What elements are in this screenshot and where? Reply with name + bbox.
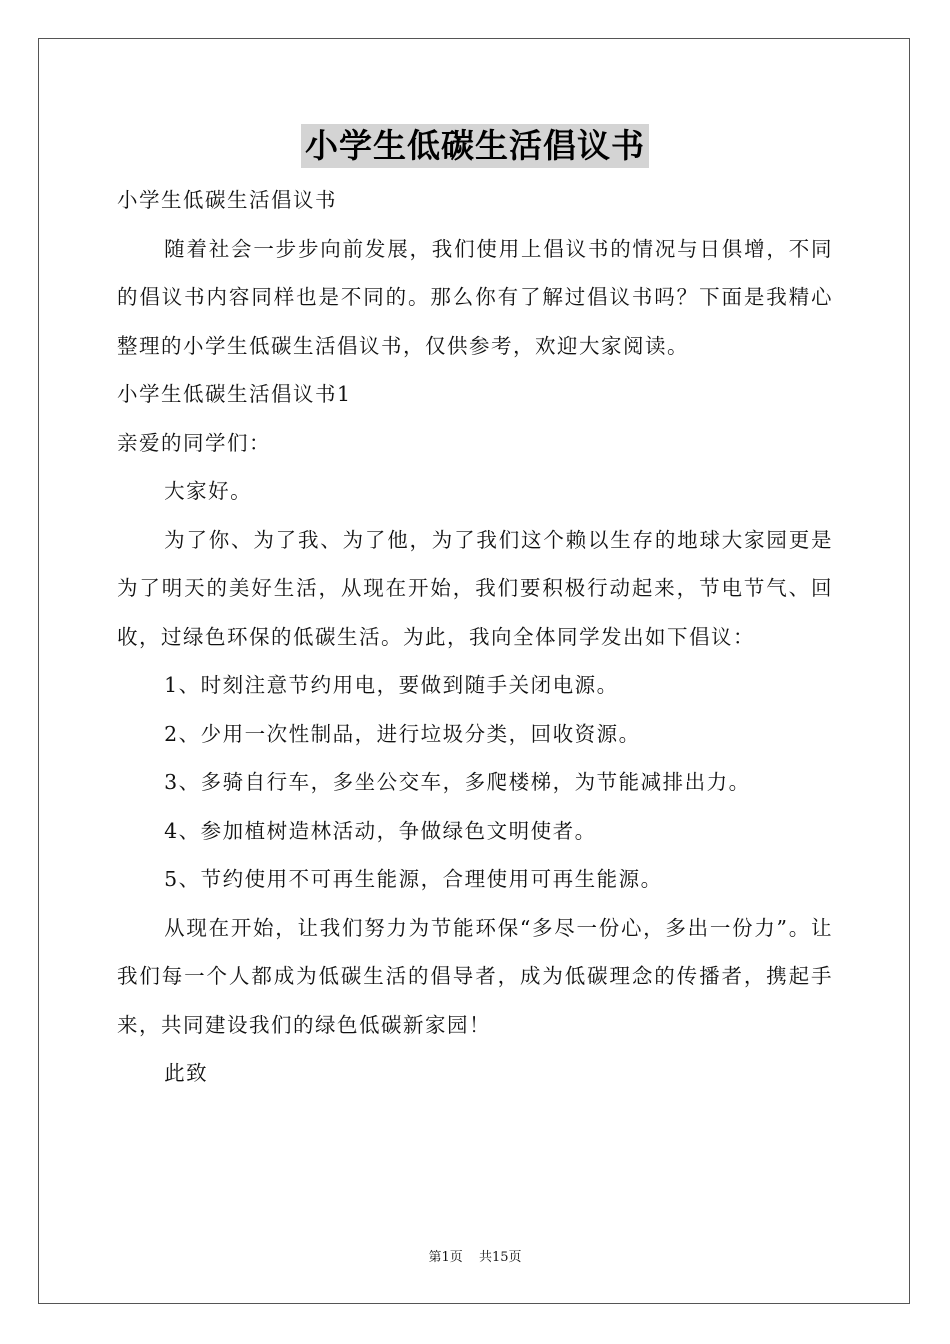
list-item: 5、节约使用不可再生能源，合理使用可再生能源。	[164, 867, 663, 891]
page-number: 第1页	[428, 1250, 463, 1265]
paragraph: 小学生低碳生活倡议书	[117, 188, 337, 212]
paragraph: 此致	[164, 1061, 209, 1085]
list-item: 1、时刻注意节约用电，要做到随手关闭电源。	[164, 673, 619, 697]
list-item: 2、少用一次性制品，进行垃圾分类，回收资源。	[164, 721, 641, 746]
page-total: 共15页	[478, 1250, 522, 1265]
document-title: 小学生低碳生活倡议书	[301, 124, 649, 168]
list-item: 4、参加植树造林活动，争做绿色文明使者。	[164, 818, 597, 843]
paragraph: 亲爱的同学们：	[117, 430, 271, 455]
paragraph: 大家好。	[164, 479, 253, 503]
paragraph: 随着社会一步步向前发展，我们使用上倡议书的情况与日俱增，不同的倡议书内容同样也是不同的。那么你有了解过倡议书吗？下面是我精心整理的小学生低碳生活倡议书，仅供参考，欢迎大家阅读。	[117, 236, 833, 358]
title-container	[0, 124, 950, 168]
paragraph: 从现在开始，让我们努力为节能环保“多尽一份心，多出一份力”。让我们每一个人都成为低碳生活的倡导者，成为低碳理念的传播者，携起手来，共同建设我们的绿色低碳新家园！	[117, 915, 833, 1037]
list-item: 3、多骑自行车，多坐公交车，多爬楼梯，为节能减排出力。	[164, 770, 751, 794]
paragraph: 小学生低碳生活倡议书1	[117, 382, 352, 406]
page-footer	[0, 1246, 950, 1265]
paragraph: 为了你、为了我、为了他，为了我们这个赖以生存的地球大家园更是为了明天的美好生活，从现在开始，我们要积极行动起来，节电节气、回收，过绿色环保的低碳生活。为此，我向全体同学发出如下倡议：	[117, 527, 833, 649]
document-body	[117, 176, 833, 1098]
